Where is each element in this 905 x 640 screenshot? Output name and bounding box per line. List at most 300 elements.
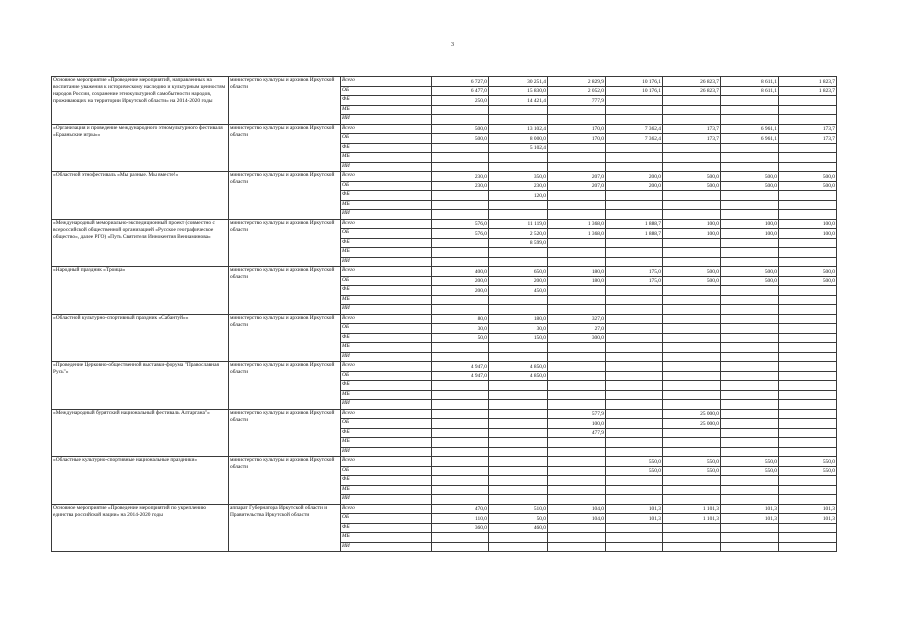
amount-cell	[779, 153, 837, 163]
amount-cell	[663, 533, 721, 543]
amount-cell	[606, 362, 663, 372]
amount-cell	[489, 381, 548, 391]
amount-cell	[721, 210, 779, 220]
executor-name: аппарат Губернатора Иркутской области и Правительства Иркутской области	[229, 504, 341, 552]
amount-cell	[489, 400, 548, 410]
amount-cell	[432, 210, 489, 220]
amount-cell	[721, 485, 779, 495]
amount-cell: 100,0	[663, 219, 721, 229]
amount-cell: 400,0	[432, 267, 489, 277]
amount-cell	[779, 343, 837, 353]
amount-cell: 7 362,4	[606, 124, 663, 134]
amount-cell	[432, 143, 489, 153]
amount-cell	[432, 295, 489, 305]
amount-cell: 8 000,0	[489, 134, 548, 144]
funding-source: ИИ	[341, 352, 432, 362]
amount-cell	[489, 457, 548, 467]
amount-cell: 26 823,7	[663, 86, 721, 96]
amount-cell	[663, 447, 721, 457]
amount-cell	[432, 542, 489, 552]
amount-cell	[548, 438, 606, 448]
amount-cell	[606, 200, 663, 210]
executor-name: министерство культуры и архивов Иркутской области	[229, 124, 341, 172]
funding-source: ОБ	[341, 371, 432, 381]
amount-cell	[779, 210, 837, 220]
amount-cell	[779, 371, 837, 381]
amount-cell	[779, 248, 837, 258]
funding-source: ФБ	[341, 476, 432, 486]
amount-cell	[721, 333, 779, 343]
amount-cell	[489, 495, 548, 505]
amount-cell	[663, 238, 721, 248]
amount-cell: 1 888,7	[606, 219, 663, 229]
amount-cell	[779, 409, 837, 419]
amount-cell	[606, 191, 663, 201]
amount-cell	[606, 162, 663, 172]
amount-cell	[489, 115, 548, 125]
funding-source: ИИ	[341, 162, 432, 172]
amount-cell	[779, 447, 837, 457]
amount-cell	[721, 162, 779, 172]
amount-cell: 500,0	[663, 172, 721, 182]
amount-cell: 450,0	[489, 286, 548, 296]
amount-cell	[489, 257, 548, 267]
funding-source: Всего	[341, 362, 432, 372]
funding-source: ИИ	[341, 305, 432, 315]
amount-cell: 550,0	[721, 466, 779, 476]
funding-source: Всего	[341, 124, 432, 134]
amount-cell	[606, 381, 663, 391]
amount-cell	[606, 96, 663, 106]
amount-cell	[432, 105, 489, 115]
table-body	[52, 77, 837, 552]
amount-cell: 13 102,4	[489, 124, 548, 134]
amount-cell	[432, 495, 489, 505]
amount-cell	[432, 115, 489, 125]
amount-cell: 500,0	[779, 267, 837, 277]
amount-cell: 550,0	[779, 466, 837, 476]
funding-source: Всего	[341, 314, 432, 324]
amount-cell: 577,9	[548, 409, 606, 419]
amount-cell	[779, 200, 837, 210]
amount-cell: 230,0	[432, 172, 489, 182]
amount-cell	[606, 371, 663, 381]
amount-cell: 200,0	[606, 181, 663, 191]
amount-cell: 477,9	[548, 428, 606, 438]
amount-cell	[721, 428, 779, 438]
amount-cell	[663, 324, 721, 334]
amount-cell: 470,0	[432, 504, 489, 514]
amount-cell: 300,0	[548, 333, 606, 343]
amount-cell: 180,0	[548, 267, 606, 277]
amount-cell	[548, 476, 606, 486]
funding-source: ОБ	[341, 466, 432, 476]
amount-cell	[489, 305, 548, 315]
amount-cell	[432, 447, 489, 457]
funding-source: ФБ	[341, 143, 432, 153]
amount-cell	[663, 438, 721, 448]
funding-source: Всего	[341, 457, 432, 467]
amount-cell	[721, 495, 779, 505]
amount-cell: 25 000,0	[663, 419, 721, 429]
amount-cell	[779, 476, 837, 486]
amount-cell	[721, 362, 779, 372]
amount-cell	[779, 428, 837, 438]
amount-cell	[606, 400, 663, 410]
amount-cell: 350,0	[489, 172, 548, 182]
amount-cell	[432, 438, 489, 448]
amount-cell	[779, 533, 837, 543]
funding-source: МБ	[341, 485, 432, 495]
amount-cell	[489, 352, 548, 362]
amount-cell	[721, 438, 779, 448]
amount-cell	[548, 305, 606, 315]
amount-cell	[779, 238, 837, 248]
amount-cell	[548, 371, 606, 381]
amount-cell: 6 727,0	[432, 77, 489, 87]
amount-cell	[606, 305, 663, 315]
amount-cell	[606, 105, 663, 115]
amount-cell	[489, 210, 548, 220]
amount-cell	[606, 115, 663, 125]
amount-cell	[489, 162, 548, 172]
amount-cell: 50,0	[432, 333, 489, 343]
funding-source: МБ	[341, 105, 432, 115]
amount-cell	[663, 286, 721, 296]
amount-cell	[779, 438, 837, 448]
amount-cell: 500,0	[432, 134, 489, 144]
amount-cell	[779, 495, 837, 505]
funding-source: МБ	[341, 390, 432, 400]
amount-cell	[721, 447, 779, 457]
amount-cell: 30,0	[489, 324, 548, 334]
amount-cell	[432, 200, 489, 210]
amount-cell	[548, 485, 606, 495]
amount-cell	[663, 162, 721, 172]
funding-source: ОБ	[341, 276, 432, 286]
amount-cell	[606, 523, 663, 533]
amount-cell	[721, 248, 779, 258]
executor-name: министерство культуры и архивов Иркутской области	[229, 77, 341, 125]
amount-cell	[606, 419, 663, 429]
amount-cell	[721, 143, 779, 153]
amount-cell	[548, 352, 606, 362]
amount-cell	[548, 381, 606, 391]
table-row	[52, 314, 837, 324]
table-row	[52, 77, 837, 87]
measure-name: «Международный бурятский национальный фестиваль Алтаргана"»	[52, 409, 229, 457]
table-row	[52, 172, 837, 182]
amount-cell	[779, 485, 837, 495]
amount-cell	[663, 542, 721, 552]
amount-cell	[489, 248, 548, 258]
amount-cell	[779, 295, 837, 305]
amount-cell	[548, 523, 606, 533]
amount-cell: 104,0	[548, 514, 606, 524]
amount-cell	[663, 485, 721, 495]
amount-cell	[606, 333, 663, 343]
amount-cell	[663, 371, 721, 381]
amount-cell	[779, 352, 837, 362]
amount-cell: 777,9	[548, 96, 606, 106]
amount-cell	[721, 257, 779, 267]
funding-source: ОБ	[341, 181, 432, 191]
amount-cell	[721, 191, 779, 201]
amount-cell	[606, 210, 663, 220]
amount-cell	[489, 200, 548, 210]
amount-cell: 8 599,0	[489, 238, 548, 248]
amount-cell	[779, 381, 837, 391]
amount-cell: 200,0	[489, 276, 548, 286]
amount-cell	[432, 191, 489, 201]
amount-cell	[548, 200, 606, 210]
amount-cell	[489, 533, 548, 543]
funding-source: Всего	[341, 504, 432, 514]
amount-cell	[779, 324, 837, 334]
amount-cell	[432, 343, 489, 353]
amount-cell	[663, 343, 721, 353]
funding-source: ОБ	[341, 324, 432, 334]
amount-cell	[548, 495, 606, 505]
amount-cell	[606, 447, 663, 457]
amount-cell	[489, 447, 548, 457]
amount-cell: 4 850,0	[489, 371, 548, 381]
amount-cell	[548, 115, 606, 125]
amount-cell	[432, 305, 489, 315]
amount-cell	[489, 542, 548, 552]
amount-cell	[548, 447, 606, 457]
executor-name: министерство культуры и архивов Иркутской области	[229, 409, 341, 457]
amount-cell	[721, 523, 779, 533]
amount-cell: 175,0	[606, 267, 663, 277]
amount-cell: 500,0	[663, 276, 721, 286]
amount-cell	[606, 352, 663, 362]
amount-cell	[606, 390, 663, 400]
amount-cell	[606, 438, 663, 448]
amount-cell	[606, 542, 663, 552]
amount-cell	[721, 115, 779, 125]
amount-cell: 500,0	[779, 172, 837, 182]
amount-cell	[432, 409, 489, 419]
amount-cell: 100,0	[721, 229, 779, 239]
amount-cell: 200,0	[432, 276, 489, 286]
amount-cell: 100,0	[779, 219, 837, 229]
amount-cell	[721, 476, 779, 486]
funding-source: ОБ	[341, 419, 432, 429]
amount-cell	[432, 476, 489, 486]
measure-name: «Областной этнофестиваль «Мы разные. Мы вместе!»	[52, 172, 229, 220]
amount-cell	[779, 419, 837, 429]
amount-cell	[663, 295, 721, 305]
amount-cell: 14 421,4	[489, 96, 548, 106]
amount-cell	[606, 495, 663, 505]
amount-cell: 500,0	[721, 172, 779, 182]
amount-cell: 500,0	[721, 276, 779, 286]
amount-cell	[489, 485, 548, 495]
funding-source: МБ	[341, 153, 432, 163]
amount-cell	[548, 191, 606, 201]
amount-cell: 173,7	[663, 134, 721, 144]
measure-name: «Областные культурно-спортивные национальные праздники»	[52, 457, 229, 505]
amount-cell	[489, 438, 548, 448]
amount-cell: 7 362,4	[606, 134, 663, 144]
measure-name: Основное мероприятие «Проведение мероприятий по укреплению единства российской нации» на 2014-2020 годы	[52, 504, 229, 552]
amount-cell	[663, 523, 721, 533]
amount-cell	[663, 257, 721, 267]
amount-cell	[721, 324, 779, 334]
amount-cell	[548, 248, 606, 258]
table-row	[52, 504, 837, 514]
funding-source: ФБ	[341, 428, 432, 438]
amount-cell	[489, 105, 548, 115]
amount-cell	[489, 466, 548, 476]
amount-cell	[663, 115, 721, 125]
funding-source: ФБ	[341, 286, 432, 296]
amount-cell: 1 823,7	[779, 86, 837, 96]
amount-cell	[432, 390, 489, 400]
amount-cell	[721, 409, 779, 419]
amount-cell	[663, 105, 721, 115]
amount-cell: 500,0	[663, 267, 721, 277]
amount-cell	[663, 428, 721, 438]
amount-cell: 170,0	[548, 134, 606, 144]
amount-cell	[663, 248, 721, 258]
amount-cell	[606, 295, 663, 305]
amount-cell: 4 947,0	[432, 371, 489, 381]
amount-cell: 180,0	[489, 314, 548, 324]
amount-cell: 550,0	[721, 457, 779, 467]
amount-cell	[721, 419, 779, 429]
amount-cell	[721, 305, 779, 315]
amount-cell	[548, 466, 606, 476]
amount-cell: 1 101,3	[663, 514, 721, 524]
amount-cell: 104,0	[548, 504, 606, 514]
amount-cell	[606, 153, 663, 163]
amount-cell: 500,0	[432, 124, 489, 134]
amount-cell	[548, 210, 606, 220]
amount-cell: 576,0	[432, 229, 489, 239]
amount-cell	[432, 419, 489, 429]
amount-cell: 460,0	[489, 523, 548, 533]
amount-cell	[606, 257, 663, 267]
funding-source: ИИ	[341, 495, 432, 505]
amount-cell	[721, 371, 779, 381]
amount-cell	[432, 400, 489, 410]
amount-cell	[606, 343, 663, 353]
amount-cell	[432, 485, 489, 495]
table-row	[52, 362, 837, 372]
funding-source: Всего	[341, 77, 432, 87]
amount-cell	[779, 400, 837, 410]
amount-cell	[606, 533, 663, 543]
amount-cell	[548, 542, 606, 552]
amount-cell: 500,0	[779, 181, 837, 191]
amount-cell: 170,0	[548, 124, 606, 134]
amount-cell: 250,0	[432, 96, 489, 106]
amount-cell: 100,0	[663, 229, 721, 239]
amount-cell	[489, 409, 548, 419]
amount-cell: 11 119,0	[489, 219, 548, 229]
funding-source: ИИ	[341, 542, 432, 552]
amount-cell: 100,0	[721, 219, 779, 229]
amount-cell	[721, 105, 779, 115]
amount-cell	[432, 238, 489, 248]
amount-cell: 500,0	[721, 181, 779, 191]
measure-name: «Народный праздник «Троица»	[52, 267, 229, 315]
executor-name: министерство культуры и архивов Иркутской области	[229, 314, 341, 362]
amount-cell	[779, 257, 837, 267]
measure-name: «Проведение Церковно-общественной выставки-форума "Православная Русь"»	[52, 362, 229, 410]
amount-cell	[721, 390, 779, 400]
amount-cell: 2 052,0	[548, 86, 606, 96]
measure-name: «Международный мемориально-экспедиционный проект (совместно с всероссийской общественной организацией «Русское географическое общество», далее РГО) «Путь Святителя Иннокентия Вениаминова»	[52, 219, 229, 267]
funding-source: ФБ	[341, 191, 432, 201]
funding-source: ИИ	[341, 257, 432, 267]
amount-cell	[779, 96, 837, 106]
executor-name: министерство культуры и архивов Иркутской области	[229, 267, 341, 315]
amount-cell	[779, 191, 837, 201]
amount-cell: 500,0	[721, 267, 779, 277]
amount-cell	[779, 333, 837, 343]
amount-cell: 30,0	[432, 324, 489, 334]
page-number: 3	[451, 42, 454, 48]
measure-name: «Организация и проведение международного этномультурного фестиваля «Ерааньские игры»»	[52, 124, 229, 172]
amount-cell	[663, 333, 721, 343]
amount-cell: 50,0	[489, 514, 548, 524]
amount-cell: 2 520,0	[489, 229, 548, 239]
amount-cell	[663, 153, 721, 163]
funding-source: Всего	[341, 172, 432, 182]
amount-cell: 550,0	[663, 466, 721, 476]
table-row	[52, 457, 837, 467]
amount-cell: 2 829,9	[548, 77, 606, 87]
amount-cell: 550,0	[663, 457, 721, 467]
executor-name: министерство культуры и архивов Иркутской области	[229, 172, 341, 220]
amount-cell: 101,3	[779, 514, 837, 524]
funding-source: ФБ	[341, 381, 432, 391]
amount-cell	[548, 143, 606, 153]
table-row	[52, 409, 837, 419]
amount-cell	[663, 191, 721, 201]
amount-cell	[432, 162, 489, 172]
funding-source: ОБ	[341, 86, 432, 96]
amount-cell	[606, 428, 663, 438]
amount-cell: 101,3	[779, 504, 837, 514]
amount-cell	[779, 362, 837, 372]
amount-cell	[721, 400, 779, 410]
amount-cell	[663, 143, 721, 153]
amount-cell: 15 830,0	[489, 86, 548, 96]
executor-name: министерство культуры и архивов Иркутской области	[229, 362, 341, 410]
funding-source: МБ	[341, 343, 432, 353]
funding-source: ИИ	[341, 210, 432, 220]
amount-cell: 500,0	[663, 181, 721, 191]
amount-cell: 80,0	[432, 314, 489, 324]
amount-cell	[489, 343, 548, 353]
budget-table	[51, 76, 837, 552]
amount-cell	[489, 153, 548, 163]
amount-cell	[721, 542, 779, 552]
amount-cell: 110,0	[432, 514, 489, 524]
amount-cell	[548, 533, 606, 543]
amount-cell	[432, 533, 489, 543]
table-row	[52, 219, 837, 229]
measure-name: «Областной культурно-спортивный праздник «Сабантуй»»	[52, 314, 229, 362]
amount-cell: 173,7	[779, 134, 837, 144]
amount-cell: 1 368,0	[548, 229, 606, 239]
funding-source: МБ	[341, 248, 432, 258]
amount-cell: 550,0	[606, 457, 663, 467]
